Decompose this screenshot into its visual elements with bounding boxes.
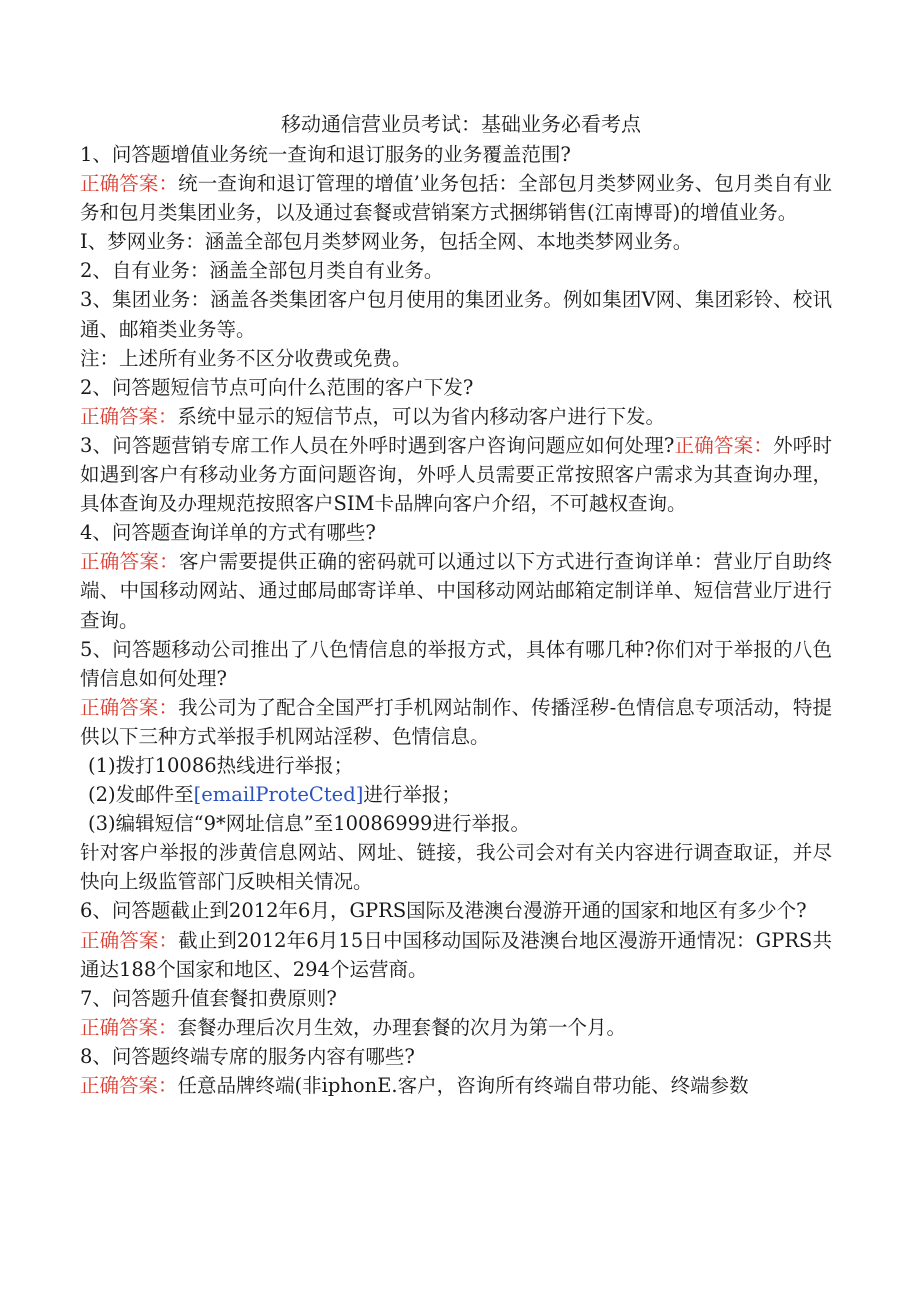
answer-5-text: 我公司为了配合全国严打手机网站制作、传播淫秽-色情信息专项活动，特提供以下三种方式举报手机网站淫秽、色情信息。 bbox=[80, 695, 832, 748]
answer-7-text: 套餐办理后次月生效，办理套餐的次月为第一个月。 bbox=[177, 1015, 627, 1039]
answer-2 bbox=[80, 402, 832, 431]
answer-1-item-2: 2、自有业务：涵盖全部包月类自有业务。 bbox=[80, 259, 444, 283]
protected-email-link[interactable]: [emailProteCted] bbox=[193, 783, 364, 807]
question-3-text: 3、问答题营销专席工作人员在外呼时遇到客户咨询问题应如何处理? bbox=[80, 433, 675, 457]
answer-1-text: 统一查询和退订管理的增值’业务包括：全部包月类梦网业务、包月类自有业务和包月类集团业务，以及通过套餐或营销案方式捆绑销售(江南博哥)的增值业务。 bbox=[80, 172, 832, 225]
answer-label: 正确答案： bbox=[80, 404, 178, 428]
question-6: 6、问答题截止到2012年6月，GPRS国际及港澳台漫游开通的国家和地区有多少个? bbox=[80, 899, 807, 923]
answer-6 bbox=[80, 926, 832, 984]
question-2: 2、问答题短信节点可向什么范围的客户下发? bbox=[80, 375, 474, 399]
answer-5-item-3: (3)编辑短信“9*网址信息”至10086999进行举报。 bbox=[88, 812, 530, 836]
question-3 bbox=[80, 431, 832, 518]
answer-1-note: 注：上述所有业务不区分收费或免费。 bbox=[80, 346, 412, 370]
question-7: 7、问答题升值套餐扣费原则? bbox=[80, 986, 337, 1010]
page-title: 移动通信营业员考试：基础业务必看考点 bbox=[281, 112, 641, 136]
answer-2-text: 系统中显示的短信节点，可以为省内移动客户进行下发。 bbox=[177, 404, 666, 428]
answer-label: 正确答案： bbox=[80, 1015, 178, 1039]
answer-5-item-2-suffix: 进行举报； bbox=[363, 783, 461, 807]
answer-1 bbox=[80, 169, 832, 227]
answer-1-item-3: 3、集团业务：涵盖各类集团客户包月使用的集团业务。例如集团V网、集团彩铃、校讯通、邮箱类业务等。 bbox=[80, 288, 832, 341]
answer-5-closing: 针对客户举报的涉黄信息网站、网址、链接，我公司会对有关内容进行调查取证，并尽快向上级监管部门反映相关情况。 bbox=[80, 841, 832, 894]
answer-5-item-1: (1)拨打10086热线进行举报； bbox=[88, 753, 354, 777]
answer-5-item-2-prefix: (2)发邮件至 bbox=[88, 783, 194, 807]
question-5: 5、问答题移动公司推出了八色情信息的举报方式，具体有哪几种?你们对于举报的八色情信息如何处理? bbox=[80, 637, 832, 690]
answer-8-text: 任意品牌终端(非iphonE.客户，咨询所有终端自带功能、终端参数 bbox=[177, 1074, 749, 1097]
answer-1-item-1: I、梦网业务：涵盖全部包月类梦网业务，包括全网、本地类梦网业务。 bbox=[80, 230, 693, 254]
answer-label: 正确答案： bbox=[80, 1074, 178, 1097]
answer-4 bbox=[80, 547, 832, 634]
question-4: 4、问答题查询详单的方式有哪些? bbox=[80, 521, 376, 545]
answer-4-text: 客户需要提供正确的密码就可以通过以下方式进行查询详单：营业厅自助终端、中国移动网站、通过邮局邮寄详单、中国移动网站邮箱定制详单、短信营业厅进行查询。 bbox=[80, 550, 832, 632]
answer-label-part-2: 案： bbox=[733, 433, 774, 457]
answer-8 bbox=[80, 1071, 832, 1100]
answer-3-text: 外呼时如遇到客户有移动业务方面问题咨询，外呼人员需要正常按照客户需求为其查询办理，具体查询及办理规范按照客户SIM卡品牌向客户介绍，不可越权查询。 bbox=[80, 433, 832, 516]
answer-label: 正确答案： bbox=[80, 928, 179, 952]
document-page bbox=[80, 108, 832, 1100]
answer-5 bbox=[80, 693, 832, 751]
answer-label: 正确答案： bbox=[80, 550, 179, 574]
answer-6-text: 截止到2012年6月15日中国移动国际及港澳台地区漫游开通情况：GPRS共通达188个国家和地区、294个运营商。 bbox=[80, 928, 832, 981]
answer-label-part-1: 正确答 bbox=[674, 433, 734, 457]
question-8: 8、问答题终端专席的服务内容有哪些? bbox=[80, 1044, 415, 1068]
answer-7 bbox=[80, 1013, 832, 1042]
question-1: 1、问答题增值业务统一查询和退订服务的业务覆盖范围? bbox=[80, 143, 571, 166]
answer-label: 正确答案： bbox=[80, 695, 179, 719]
answer-label: 正确答案： bbox=[80, 172, 179, 196]
answer-5-item-2 bbox=[80, 780, 832, 809]
